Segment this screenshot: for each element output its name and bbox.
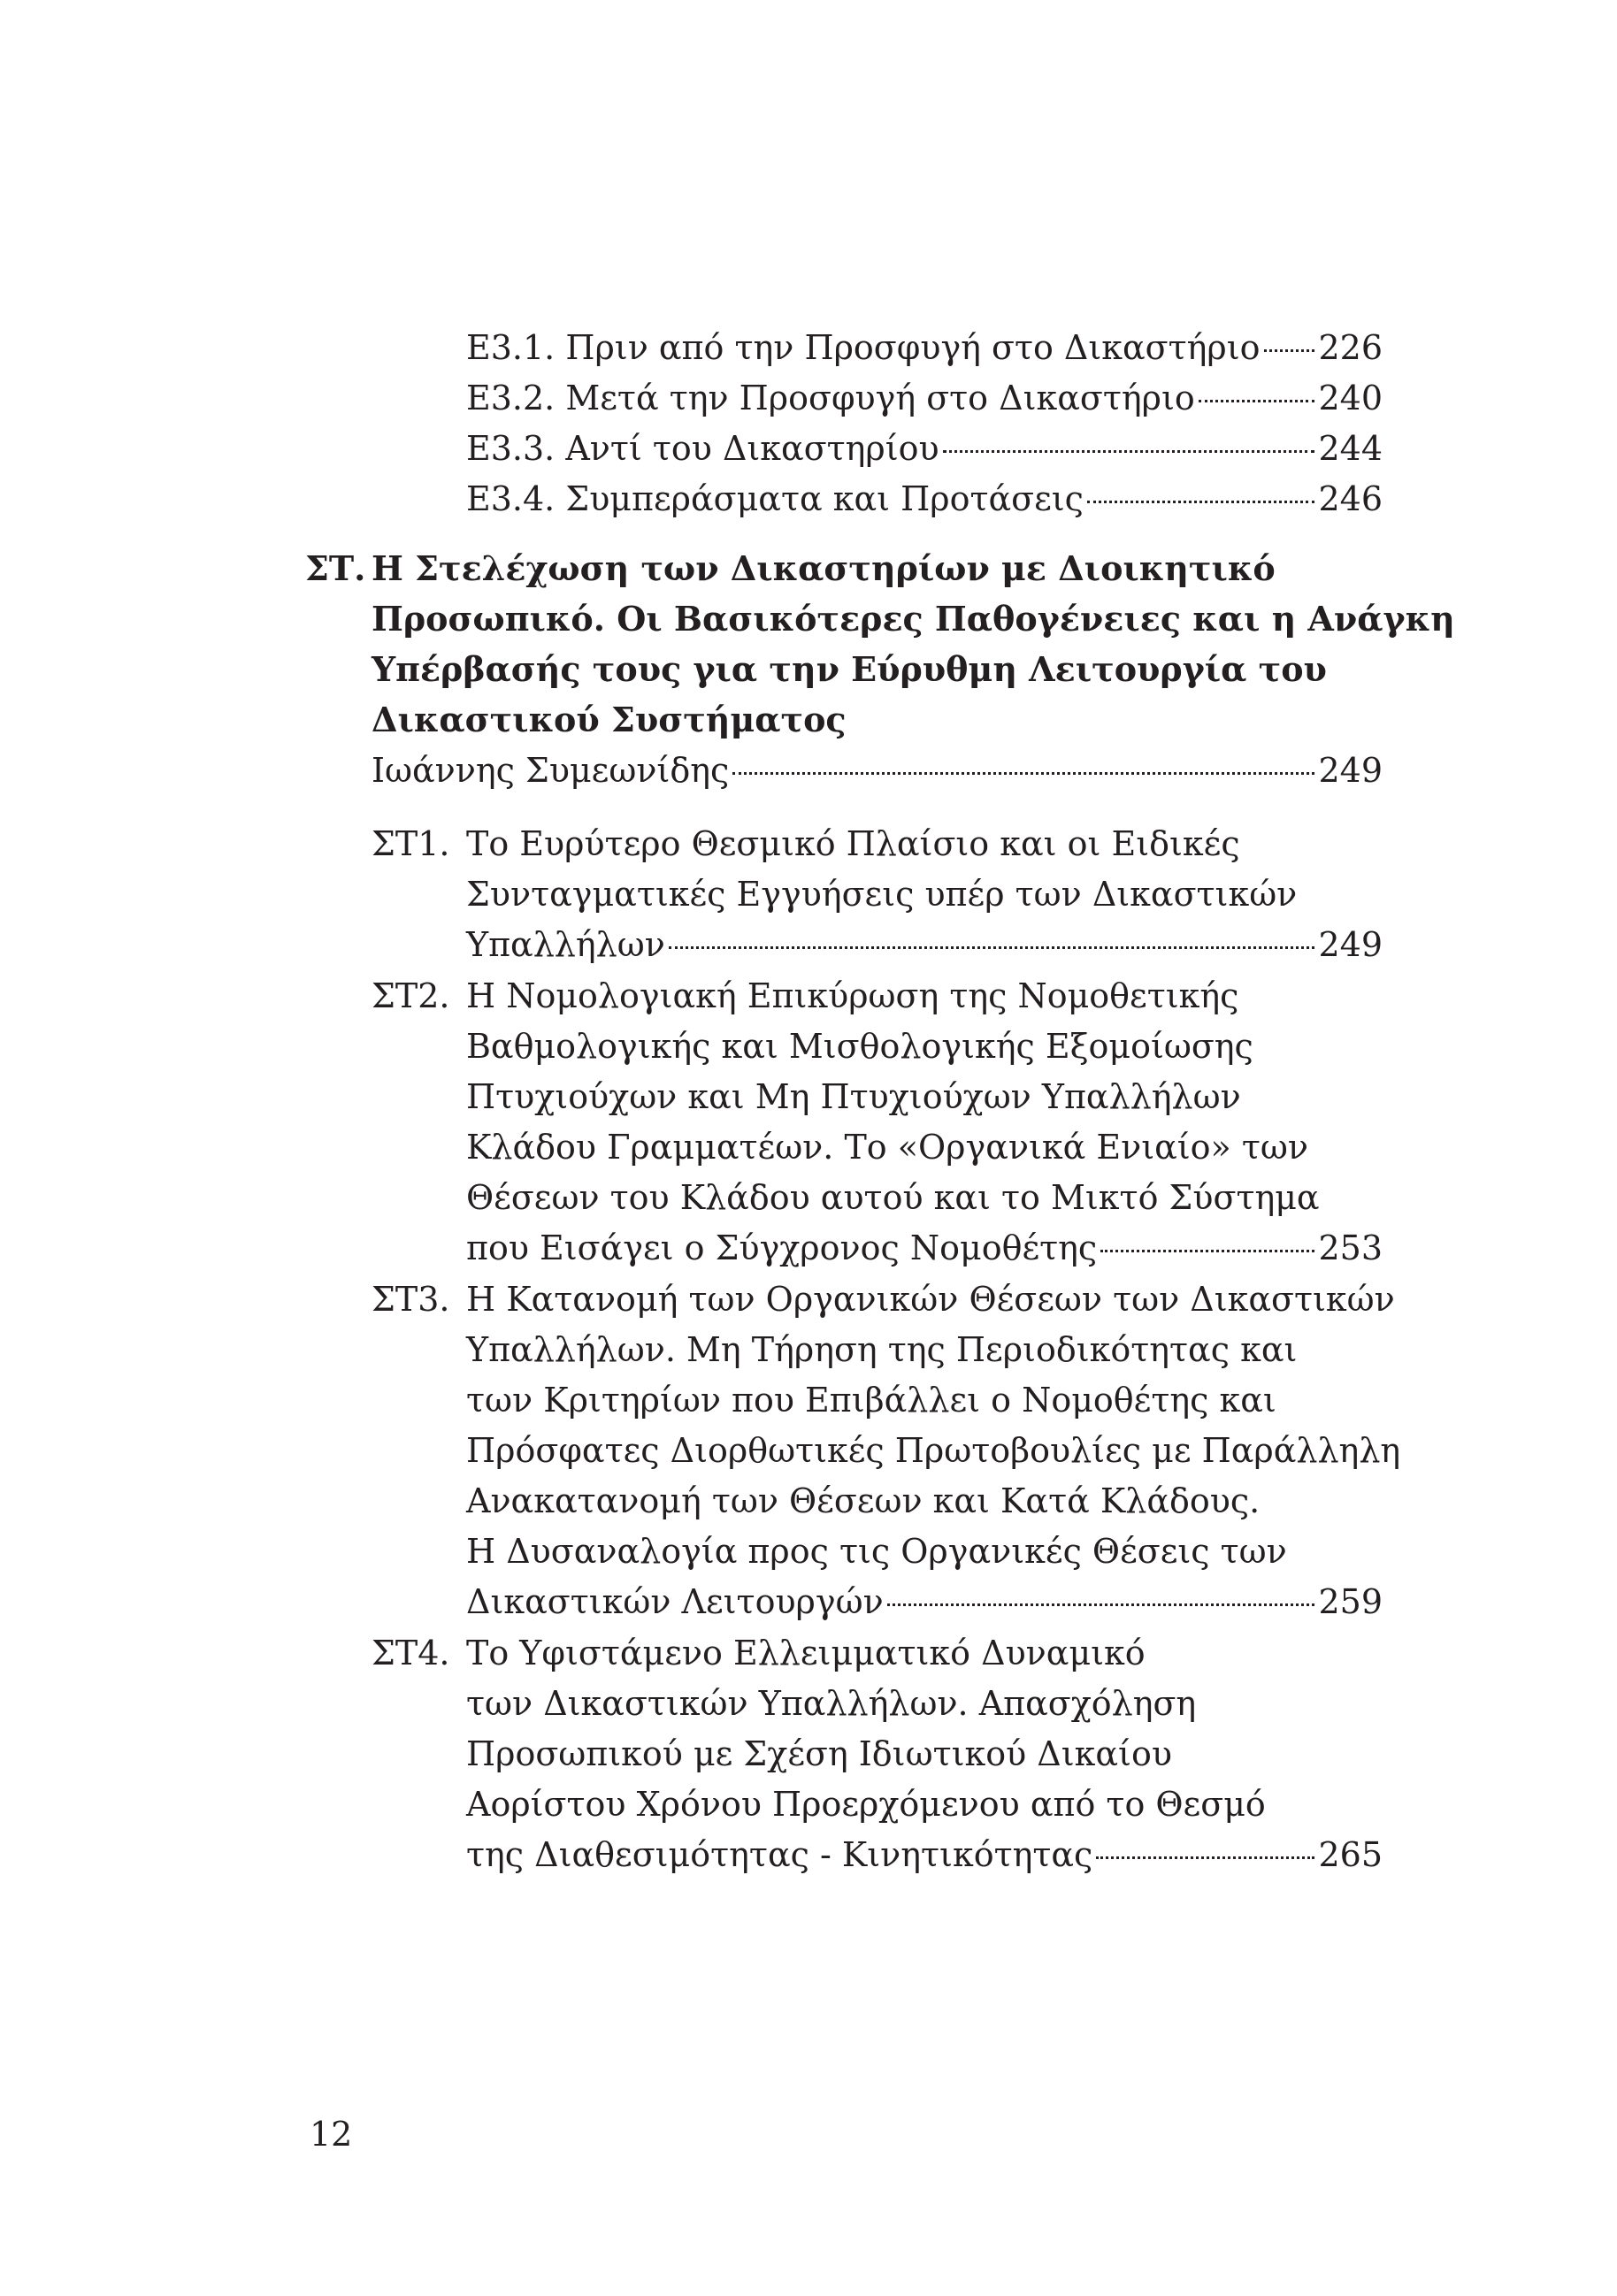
section-title-line: [466, 1072, 1241, 1121]
section-number-text: ΣΤ2.: [372, 976, 450, 1015]
toc-entry-page: 259: [1318, 1582, 1383, 1621]
section-last-line: [466, 1577, 1383, 1626]
section-title-text: των Κριτηρίων που Επιβάλλει ο Νομοθέτης και: [466, 1381, 1276, 1420]
section-title-text: Αορίστου Χρόνου Προερχόμενου από το Θεσμό: [466, 1785, 1266, 1824]
chapter-title-line: [372, 594, 1455, 644]
chapter-title-text: Προσωπικό. Οι Βασικότερες Παθογένειες και η Ανάγκη: [372, 599, 1455, 639]
section-title-text: της Διαθεσιμότητας - Κινητικότητας: [466, 1835, 1093, 1874]
toc-entry-page: 226: [1318, 328, 1383, 367]
section-last-line: [466, 1223, 1383, 1273]
toc-entry-label: Ε3.4. Συμπεράσματα και Προτάσεις: [466, 479, 1084, 518]
section-title-text: των Δικαστικών Υπαλλήλων. Απασχόληση: [466, 1684, 1197, 1723]
section-title-line: [466, 1022, 1253, 1071]
section-title-line: [466, 1527, 1287, 1576]
section-title-text: Το Ευρύτερο Θεσμικό Πλαίσιο και οι Ειδικές: [466, 824, 1240, 863]
section-title-text: Ανακατανομή των Θέσεων και Κατά Κλάδους.: [466, 1481, 1261, 1520]
section-title-line: [466, 1779, 1266, 1829]
chapter-author: Ιωάννης Συμεωνίδης: [372, 751, 730, 790]
dot-leader: [1199, 400, 1315, 402]
toc-entry-page: 244: [1318, 429, 1383, 468]
chapter-title-line: [372, 645, 1327, 694]
toc-entry-page: 253: [1318, 1228, 1383, 1267]
section-number-text: ΣΤ3.: [372, 1280, 450, 1319]
section-title-text: Θέσεων του Κλάδου αυτού και το Μικτό Σύστημα: [466, 1178, 1320, 1217]
section-title-line: [466, 1729, 1172, 1779]
section-title-line: [466, 1122, 1308, 1172]
section-number-text: ΣΤ1.: [372, 824, 450, 863]
chapter-title-line: [372, 544, 1276, 593]
chapter-title-text: Υπέρβασής τους για την Εύρυθμη Λειτουργία του: [372, 649, 1327, 689]
section-title-text: Το Υφιστάμενο Ελλειμματικό Δυναμικό: [466, 1634, 1146, 1672]
section-title-line: [466, 869, 1297, 919]
toc-entry-label: Ε3.1. Πριν από την Προσφυγή στο Δικαστήριο: [466, 328, 1261, 367]
section-title-text: Δικαστικών Λειτουργών: [466, 1582, 884, 1621]
toc-entry-page: 249: [1318, 925, 1383, 964]
section-title-line: [466, 1426, 1400, 1475]
section-title-text: Πρόσφατες Διορθωτικές Πρωτοβουλίες με Παράλληλη: [466, 1431, 1401, 1470]
dot-leader: [1100, 1250, 1314, 1252]
chapter-number-text: ΣΤ.: [305, 548, 366, 588]
section-last-line: [466, 1830, 1383, 1879]
dot-leader: [887, 1603, 1315, 1606]
section-title-text: που Εισάγει ο Σύγχρονος Νομοθέτης: [466, 1228, 1098, 1267]
section-title-line: [466, 1274, 1395, 1324]
section-title-text: Πτυχιούχων και Μη Πτυχιούχων Υπαλλήλων: [466, 1077, 1241, 1116]
dot-leader: [669, 946, 1315, 949]
section-title-text: Προσωπικού με Σχέση Ιδιωτικού Δικαίου: [466, 1734, 1172, 1773]
dot-leader: [1087, 501, 1315, 503]
page-number: 12: [310, 2115, 353, 2154]
section-title-text: Η Νομολογιακή Επικύρωση της Νομοθετικής: [466, 976, 1239, 1015]
section-title-line: [466, 1173, 1320, 1222]
toc-entry-label: Ε3.3. Αντί του Δικαστηρίου: [466, 429, 939, 468]
dot-leader: [943, 450, 1315, 453]
chapter-number: [305, 544, 365, 593]
section-number: [372, 1628, 449, 1678]
toc-entry-e3-4: [466, 474, 1383, 524]
section-title-text: Η Δυσαναλογία προς τις Οργανικές Θέσεις των: [466, 1532, 1287, 1571]
section-title-text: Κλάδου Γραμματέων. Το «Οργανικά Ενιαίο» των: [466, 1128, 1308, 1167]
section-title-line: [466, 971, 1238, 1021]
toc-entry-page: 265: [1318, 1835, 1383, 1874]
chapter-title-text: Δικαστικού Συστήματος: [372, 700, 847, 739]
section-number: [372, 819, 449, 869]
toc-entry-page: 240: [1318, 379, 1383, 417]
section-title-line: [466, 1325, 1297, 1374]
section-number-text: ΣΤ4.: [372, 1634, 450, 1672]
chapter-title-text: Η Στελέχωση των Δικαστηρίων με Διοικητικό: [372, 548, 1276, 588]
section-title-text: Συνταγματικές Εγγυήσεις υπέρ των Δικαστικών: [466, 875, 1298, 914]
dot-leader: [732, 772, 1314, 775]
toc-entry-page: 246: [1318, 479, 1383, 518]
section-title-text: Υπαλλήλων. Μη Τήρηση της Περιοδικότητας και: [466, 1330, 1298, 1369]
section-title-text: Υπαλλήλων: [466, 925, 665, 964]
section-number: [372, 1274, 449, 1324]
section-title-text: Η Κατανομή των Οργανικών Θέσεων των Δικαστικών: [466, 1280, 1395, 1319]
toc-entry-e3-2: [466, 373, 1383, 423]
section-number: [372, 971, 449, 1021]
toc-entry-page: 249: [1318, 751, 1383, 790]
chapter-author-entry: [372, 746, 1383, 795]
section-title-line: [466, 1679, 1196, 1728]
section-title-line: [466, 1476, 1260, 1526]
dot-leader: [1096, 1856, 1314, 1859]
section-title-line: [466, 819, 1240, 869]
toc-entry-label: Ε3.2. Μετά την Προσφυγή στο Δικαστήριο: [466, 379, 1195, 417]
section-last-line: [466, 920, 1383, 969]
section-title-line: [466, 1628, 1146, 1678]
dot-leader: [1264, 349, 1315, 352]
section-title-text: Βαθμολογικής και Μισθολογικής Εξομοίωσης: [466, 1027, 1253, 1066]
toc-entry-e3-1: [466, 323, 1383, 372]
toc-entry-e3-3: [466, 424, 1383, 473]
section-title-line: [466, 1375, 1276, 1425]
chapter-title-line: [372, 695, 847, 745]
